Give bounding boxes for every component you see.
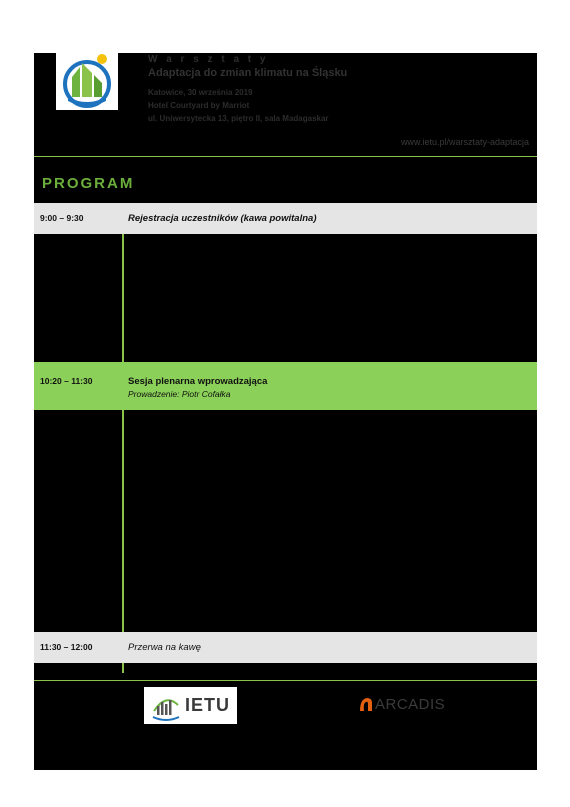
- agenda-title: Sesja plenarna wprowadzająca: [128, 376, 268, 387]
- timeline-line: [122, 410, 124, 632]
- arcadis-logo-text: ARCADIS: [375, 696, 446, 713]
- agenda-time: 11:30 – 12:00: [40, 642, 93, 652]
- timeline-line: [122, 663, 124, 673]
- climate-logo-icon: [56, 53, 118, 110]
- header-date: Katowice, 30 września 2019: [148, 88, 253, 97]
- header-address: ul. Uniwersytecka 13, piętro II, sala Madagaskar: [148, 114, 329, 123]
- ietu-logo: [144, 687, 237, 724]
- arcadis-logo-icon: [359, 697, 373, 713]
- workshop-url-link[interactable]: www.ietu.pl/warsztaty-adaptacja: [400, 137, 529, 147]
- agenda-time: 10:20 – 11:30: [40, 376, 93, 386]
- climate-workshop-logo: [56, 53, 118, 110]
- timeline-line: [122, 234, 124, 362]
- agenda-title: Przerwa na kawę: [128, 642, 201, 653]
- agenda-row-coffee: [34, 632, 537, 663]
- agenda-title: Rejestracja uczestników (kawa powitalna): [128, 213, 317, 224]
- ietu-logo-text: IETU: [185, 695, 231, 715]
- agenda-time: 9:00 – 9:30: [40, 213, 84, 223]
- agenda-row-plenary: [34, 362, 537, 410]
- program-page: [34, 53, 537, 770]
- footer-divider: [34, 680, 537, 681]
- header-overline: W a r s z t a t y: [148, 54, 269, 65]
- header-divider: [34, 156, 537, 157]
- program-heading: PROGRAM: [42, 175, 135, 192]
- ietu-logo-icon: [148, 687, 184, 724]
- agenda-moderator: Prowadzenie: Piotr Cofałka: [128, 389, 231, 399]
- header-venue: Hotel Courtyard by Marriot: [148, 101, 250, 110]
- agenda-row-registration: [34, 203, 537, 234]
- header-title: Adaptacja do zmian klimatu na Śląsku: [148, 67, 348, 79]
